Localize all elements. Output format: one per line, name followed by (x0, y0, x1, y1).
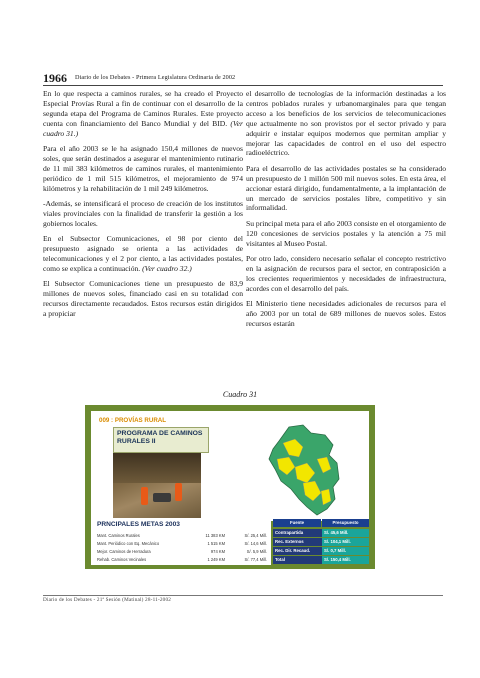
table-row: Contrapartida S/. 45,6 Mill. (273, 529, 369, 537)
worker-figure (175, 483, 182, 501)
table-row: Rec. Externos S/. 104,1 Mill. (273, 538, 369, 546)
paragraph: En lo que respecta a caminos rurales, se ha creado el Proyecto Especial Provías Rural a fin de continuar con el desarrollo de la segunda etapa del Programa de Caminos Rurales. Este proyecto cuenta con financiamiento del Banco Mundial y del BID. (Ver cuadro 31.) (43, 89, 243, 138)
wheelbarrow (153, 493, 171, 502)
worker-figure (141, 487, 148, 505)
paragraph: -Además, se intensificará el proceso de creación de los institutos viales provinciales con la finalidad de transferir la gestión a los gobiernos locales. (43, 199, 243, 228)
page-header (43, 71, 443, 85)
road-work-photo (113, 453, 201, 518)
paragraph: el desarrollo de tecnologías de la información destinadas a los centros poblados rurales y urbanomarginales para que tengan acceso a los beneficios de los servicios de telecomunicaciones que actualmente no son provistos por el sector privado y para adquirir e instalar equipos modernos que permitan ampliar y mejorar las capacidades de control en el uso del espectro radioeléctrico. (246, 89, 446, 158)
program-title: PROGRAMA DE CAMINOS RURALES II (113, 427, 209, 453)
left-column (43, 89, 243, 325)
footer-rule (43, 595, 443, 596)
table-row: Mejor. Caminos de Herradura 974 KM S/. 5,9 Mill. (97, 549, 267, 554)
cross-reference: (Ver cuadro 31.) (43, 118, 243, 138)
table-row: Rehab. Caminos Vecinales 1 249 KM S/. 77,4 Mill. (97, 557, 267, 562)
financing-table (273, 519, 369, 565)
peru-map-icon (259, 423, 349, 517)
metas-table (91, 519, 271, 565)
figure-bottom-panel (91, 519, 369, 565)
header-rule (43, 85, 443, 86)
paragraph: Su principal meta para el año 2003 consiste en el otorgamiento de 120 concesiones de servicios postales y la atención a 75 mil visitantes al Museo Postal. (246, 218, 446, 248)
unit-title: 009 : PROVÍAS RURAL (99, 417, 167, 424)
paragraph: Para el año 2003 se le ha asignado 150,4 millones de nuevos soles, que serán destinados a asegurar el mantenimiento rutinario de 11 mil 383 kilómetros de caminos rurales, el mantenimiento periódico de 1 mil 515 kilómetros, el mejoramiento de 974 kilómetros y la rehabilitación de 1 mil 249 kilómetros. (43, 144, 243, 193)
figure-top-panel (91, 411, 369, 521)
paragraph: Por otro lado, considero necesario señalar el concepto restrictivo en la asignación de recursos para el sector, en contraposición a los crecientes requerimientos y necesidades de infraestructura, acordes con el desarrollo del país. (246, 254, 446, 293)
column-header-fuente: Fuente (273, 519, 321, 527)
table-row: Mant. Caminos Rurales 11 383 KM S/. 25,4 Mill. (97, 533, 267, 538)
paragraph: El Ministerio tiene necesidades adicionales de recursos para el año 2003 por un total de 689 millones de nuevos soles. Estos recursos estarán (246, 299, 446, 329)
paragraph: El Subsector Comunicaciones tiene un presupuesto de 83,9 millones de nuevos soles, financiado casi en su totalidad con recursos directamente recaudados. Estos recursos están dirigidos a propiciar (43, 279, 243, 319)
table-row: Rec. Dir. Recaud. S/. 0,7 Mill. (273, 547, 369, 555)
peru-map (259, 423, 349, 517)
cuadro-figure (85, 405, 375, 569)
page-number: 1966 (43, 71, 67, 85)
page-footer: Diario de los Debates - 21ª Sesión (Matinal) 28-11-2002 (43, 597, 172, 603)
table-row: Mant. Periódico con Eq. Mecánico 1 515 KM S/. 14,6 Mill. (97, 541, 267, 546)
right-column (246, 89, 446, 334)
metas-title: PRNCIPALES METAS 2003 (97, 521, 180, 528)
paragraph: Para el desarrollo de las actividades postales se ha considerado un presupuesto de 1 millón 500 mil nuevos soles. En esta área, el accionar estará dirigido, fundamentalmente, a la implantación de un mercado de servicios postales libre, competitivo y sin informalidad. (246, 163, 446, 213)
paragraph: En el Subsector Comunicaciones, el 98 por ciento del presupuesto asignado se orienta a las actividades de telecomunicaciones y el 2 por ciento, a las actividades postales, como se explica a continuación. (Ver cuadro 32.) (43, 234, 243, 273)
table-row: Total S/. 150,4 Mill. (273, 556, 369, 564)
cross-reference: (Ver cuadro 32.) (142, 264, 192, 273)
figure-caption: Cuadro 31 (222, 390, 258, 399)
running-title: Diario de los Debates - Primera Legislatura Ordinaria de 2002 (75, 74, 236, 81)
column-header-presupuesto: Presupuesto (322, 519, 369, 527)
